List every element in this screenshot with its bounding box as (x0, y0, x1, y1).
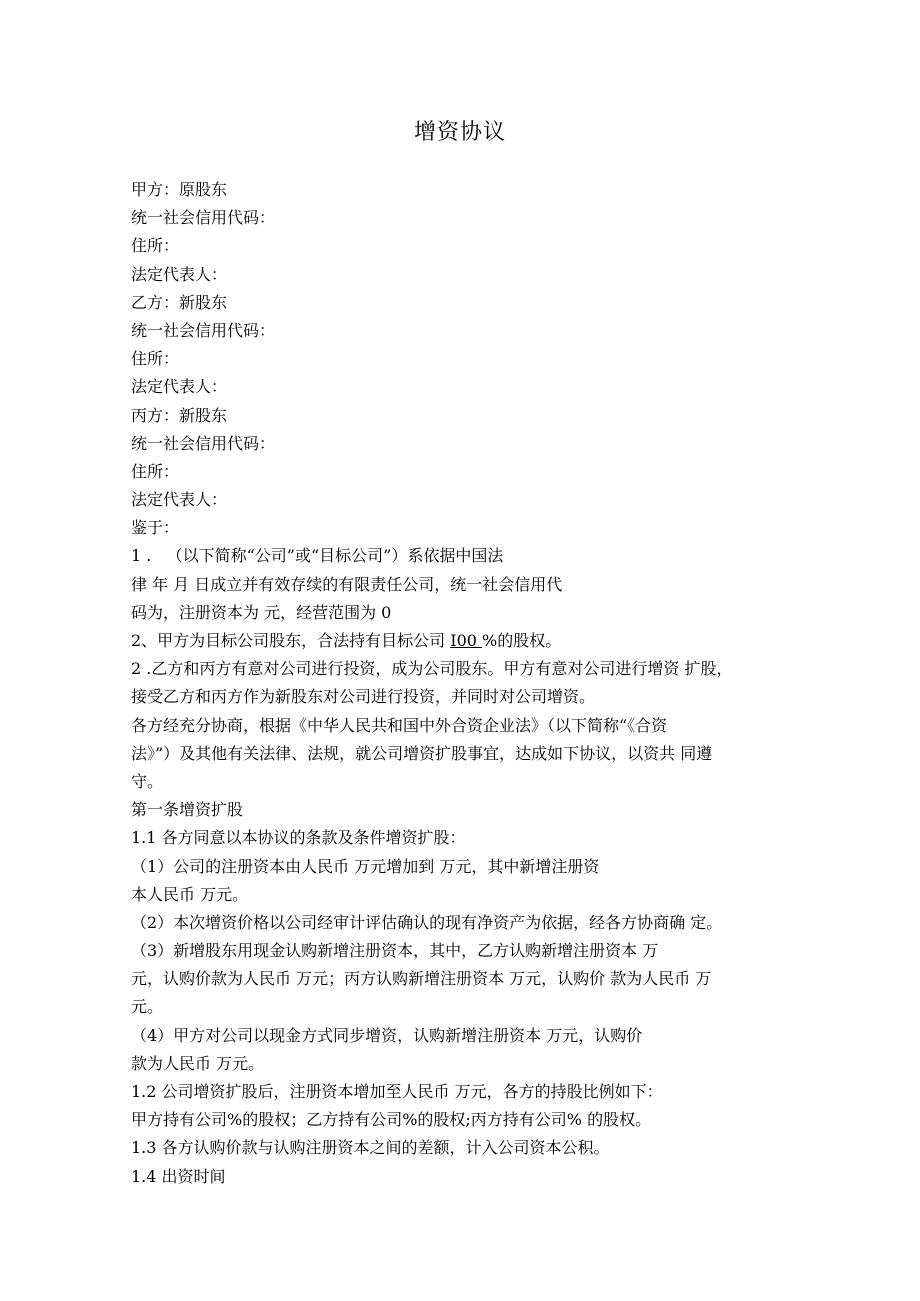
clause-1-2-line-2: 甲方持有公司%的股权；乙方持有公司%的股权;丙方持有公司% 的股权。 (131, 1110, 652, 1130)
whereas-item-1-line-2: 律 年 月 日成立并有效存续的有限责任公司，统一社会信用代 (131, 574, 563, 594)
intro-line-3: 守。 (131, 771, 164, 791)
party-b-address: 住所： (131, 349, 180, 369)
clause-1-1-p4-line-2: 款为人民币 万元。 (131, 1053, 265, 1073)
party-b-credit-code: 统一社会信用代码： (131, 320, 276, 340)
party-c-label: 丙方：新股东 (131, 405, 228, 425)
clause-1-1-p3-line-2: 元，认购价款为人民币 万元；丙方认购新增注册资本 万元，认购价 款为人民币 万 (131, 969, 712, 989)
party-a-address: 住所： (131, 236, 180, 256)
party-b-legal-rep: 法定代表人： (131, 377, 228, 397)
clause-1-1: 1.1 各方同意以本协议的条款及条件增资扩股： (131, 828, 466, 848)
whereas-item-2 (131, 627, 791, 655)
clause-1-1-p3-line-1: （3）新增股东用现金认购新增注册资本，其中，乙方认购新增注册资本 万 (131, 941, 659, 961)
party-c-address: 住所： (131, 461, 180, 481)
intro-line-1: 各方经充分协商，根据《中华人民共和国中外合资企业法》（以下简称“《合资 (131, 715, 668, 735)
party-a-label: 甲方：原股东 (131, 180, 228, 199)
whereas-heading: 鉴于： (131, 518, 180, 538)
document-title: 增资协议 (413, 120, 506, 145)
party-a-legal-rep: 法定代表人： (131, 264, 228, 284)
whereas-item-3-line-2: 接受乙方和丙方作为新股东对公司进行投资，并同时对公司增资。 (131, 687, 596, 707)
clause-1-1-p1-line-2: 本人民币 万元。 (131, 884, 249, 904)
party-b-label: 乙方：新股东 (131, 292, 228, 312)
equity-percentage-value: I00 (450, 631, 483, 650)
whereas-item-1-line-3: 码为，注册资本为 元，经营范围为 0 (131, 602, 392, 622)
whereas-item-2-prefix: 2、甲方为目标公司股东，合法持有目标公司 (131, 631, 451, 650)
whereas-item-1-line-1: 1 . （以下简称“公司”或“目标公司”）系依据中国法 (131, 546, 504, 566)
intro-line-2: 法》”）及其他有关法律、法规，就公司增资扩股事宜，达成如下协议，以资共 同遵 (131, 743, 713, 763)
clause-1-1-p1-line-1: （1）公司的注册资本由人民币 万元增加到 万元，其中新增注册资 (131, 856, 600, 876)
clause-1-1-p3-line-3: 元。 (131, 997, 164, 1017)
document-body (131, 176, 791, 1191)
party-a-credit-code: 统一社会信用代码： (131, 208, 276, 228)
clause-1-2-line-1: 1.2 公司增资扩股后，注册资本增加至人民币 万元，各方的持股比例如下： (131, 1082, 663, 1101)
whereas-item-2-suffix: %的股权。 (482, 631, 562, 650)
clause-1-3: 1.3 各方认购价款与认购注册资本之间的差额，计入公司资本公积。 (131, 1138, 610, 1158)
whereas-item-3-line-1: 2 .乙方和丙方有意对公司进行投资，成为公司股东。甲方有意对公司进行增资 扩股， (131, 659, 733, 679)
clause-1-4: 1.4 出资时间 (131, 1166, 226, 1186)
article-1-heading: 第一条增资扩股 (131, 800, 244, 820)
clause-1-1-p2: （2）本次增资价格以公司经审计评估确认的现有净资产为依据，经各方协商确 定。 (131, 912, 723, 932)
clause-1-1-p4-line-1: （4）甲方对公司以现金方式同步增资，认购新增注册资本 万元，认购价 (131, 1025, 643, 1045)
party-c-legal-rep: 法定代表人： (131, 490, 228, 510)
party-c-credit-code: 统一社会信用代码： (131, 433, 276, 453)
